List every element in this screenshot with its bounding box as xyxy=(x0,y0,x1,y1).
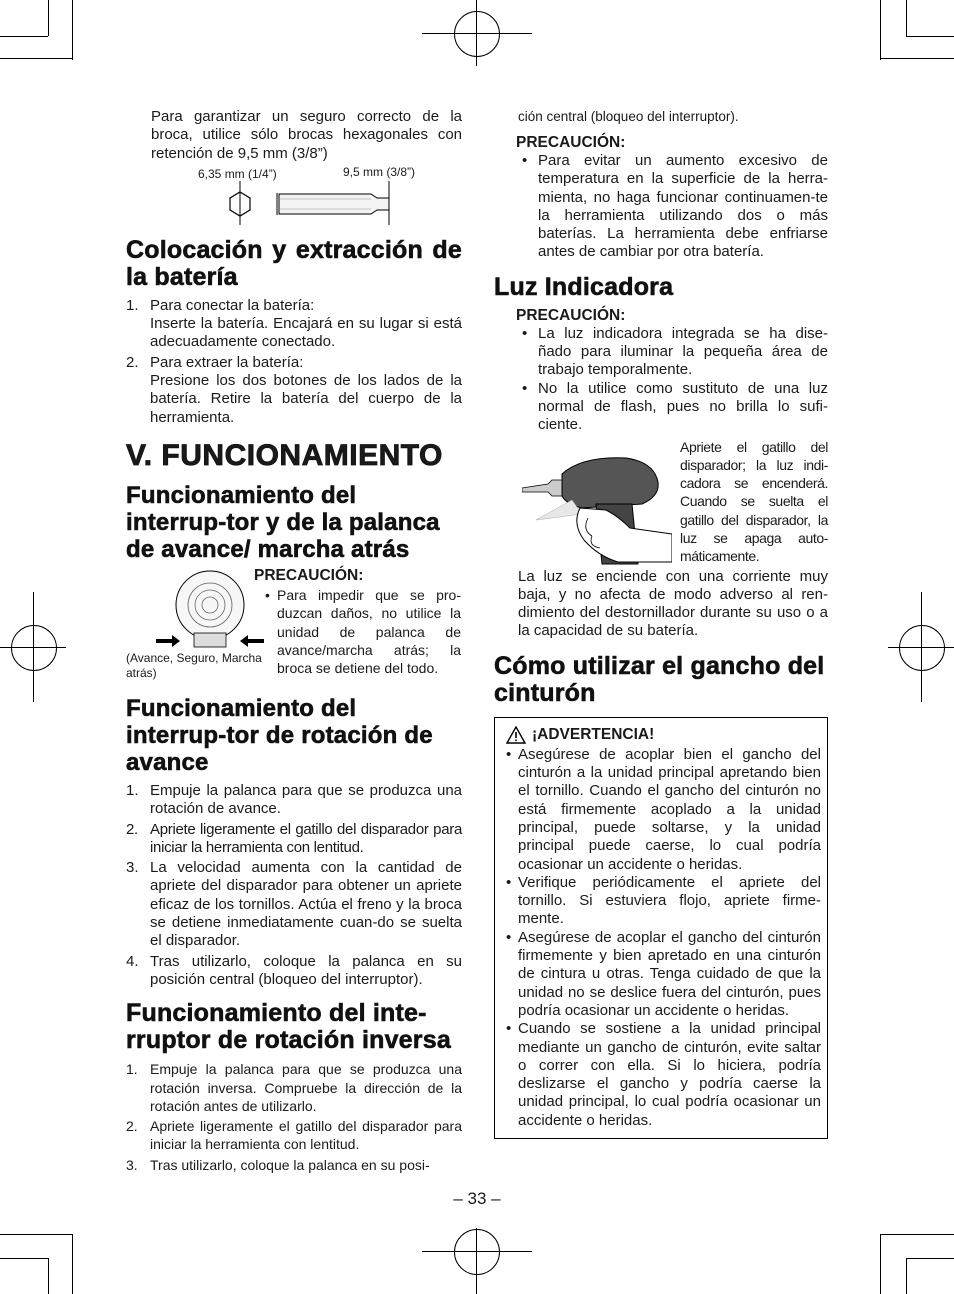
caution-title: PRECAUCIÓN: xyxy=(516,306,626,324)
list-item: • Asegúrese de acoplar el gancho del cinturón firmemente y bien apretado en una cinturón de cintura u otras. Tenga cuidado de que la unidad no se deslice fuera del cinturón, pues podría ocasionar un accidente o heridas. xyxy=(506,928,821,1019)
reverse-steps xyxy=(126,1060,462,1174)
drill-light-icon xyxy=(522,444,672,566)
light-note: La luz se enciende con una corriente muy baja, y no afecta de modo adverso al ren-dimiento del destornillador durante su uso o a la capacidad de su batería. xyxy=(518,567,828,640)
reverse-continuation: ción central (bloqueo del interruptor). xyxy=(518,109,739,124)
right-column xyxy=(494,108,828,1139)
list-item: • No la utilice como sustituto de una luz normal de flash, pues no brilla lo sufi-ciente. xyxy=(522,379,828,434)
battery-steps xyxy=(126,297,462,427)
list-item: • Cuando se sostiene a la unidad principal mediante un gancho de cinturón, evite saltar o correr con ella. Si lo hiciera, podría deslizarse el gancho y podría caerse la unidad principal, lo cual podría ocasionar un accidente o heridas. xyxy=(506,1020,821,1129)
forward-heading: Funcionamiento del interrup-tor de rotación de avance xyxy=(126,694,433,776)
list-item: 4. Tras utilizarlo, coloque la palanca en su posición central (bloqueo del interruptor). xyxy=(126,952,462,988)
list-item: • La luz indicadora integrada se ha dise-ñado para iluminar la pequeña área de trabajo temporalmente. xyxy=(522,324,828,379)
intro-text: Para garantizar un seguro correcto de la broca, utilice sólo brocas hexagonales con retención de 9,5 mm (3/8”) xyxy=(151,108,462,162)
list-item: 1. Para conectar la batería: Inserte la batería. Encajará en su lugar si está adecuadamente conectado. xyxy=(126,296,462,351)
hex-bit-icon xyxy=(221,181,411,227)
list-item: 2. Apriete ligeramente el gatillo del disparador para iniciar la herramienta con lentitud. xyxy=(126,1118,462,1153)
battery-heading: Colocación y extracción de la batería xyxy=(126,235,462,291)
forward-steps xyxy=(126,782,462,989)
belt-hook-heading: Cómo utilizar el gancho del cinturón xyxy=(494,651,825,707)
light-figure-text: Apriete el gatillo del disparador; la luz indi-cadora se encenderá. Cuando se suelta el gatillo del disparador, la luz se apaga auto-máticamente. xyxy=(680,438,828,565)
lever-caption: (Avance, Seguro, Marcha atrás) xyxy=(126,650,262,680)
bit-label-small: 6,35 mm (1/4”) xyxy=(198,166,277,181)
list-item: 3. La velocidad aumenta con la cantidad de apriete del disparador para obtener un apriete eficaz de los tornillos. Actúa el freno y la broca se detiene inmediatamente cuan-do se suelta el disparador. xyxy=(126,859,462,950)
list-item: • Verifique periódicamente el apriete del tornillo. Si estuviera flojo, apriete firme-mente. xyxy=(506,873,821,928)
caution-top xyxy=(494,134,828,262)
list-item: • Asegúrese de acoplar bien el gancho del cinturón a la unidad principal apretando bien el tornillo. Cuando el gancho del cinturón no está firmemente acoplado a la unidad principal, puede soltarse, y la unidad principal puede caerse, lo cual podría ocasionar un accidente o heridas. xyxy=(506,745,821,873)
bit-figure xyxy=(126,163,462,229)
list-item: 1. Empuje la palanca para que se produzca una rotación de avance. xyxy=(126,781,462,818)
warning-header xyxy=(506,726,821,744)
page-number: – 33 – xyxy=(453,1189,501,1208)
lever-dial-icon xyxy=(150,569,270,651)
warning-title: ¡ADVERTENCIA! xyxy=(532,725,655,743)
list-item: 1. Empuje la palanca para que se produzca una rotación inversa. Compruebe la dirección de la rotación antes de utilizarlo. xyxy=(126,1061,462,1114)
lever-block xyxy=(126,566,462,687)
list-item: • Para impedir que se pro-duzcan daños, no utilice la unidad de palanca de avance/marcha atrás; la broca se detiene del todo. xyxy=(265,586,461,677)
caution-title: PRECAUCIÓN: xyxy=(254,566,364,584)
caution-title: PRECAUCIÓN: xyxy=(516,134,626,151)
left-column xyxy=(126,108,462,1176)
list-item: 3. Tras utilizarlo, coloque la palanca en su posi- xyxy=(126,1156,430,1173)
list-item: 2. Apriete ligeramente el gatillo del disparador para iniciar la herramienta con lentitud. xyxy=(126,820,462,856)
lever-caution xyxy=(254,567,461,677)
warning-icon xyxy=(506,726,526,744)
bit-label-large: 9,5 mm (3/8”) xyxy=(343,164,416,179)
list-item: • Para evitar un aumento excesivo de temperatura en la superficie de la herra-mienta, no haga funcionar continuamen-te la herramienta utilizando dos o más baterías. La herramienta debe enfriarse antes de cambiar por otra batería. xyxy=(522,152,828,261)
light-caution xyxy=(494,307,828,435)
light-heading: Luz Indicadora xyxy=(494,272,674,301)
warning-box xyxy=(494,717,828,1139)
light-figure-block xyxy=(494,440,828,568)
section-title: V. FUNCIONAMIENTO xyxy=(126,438,443,472)
switch-lever-heading: Funcionamiento del interrup-tor y de la palanca de avance/ marcha atrás xyxy=(126,481,440,563)
reverse-heading: Funcionamiento del inte-rruptor de rotación inversa xyxy=(126,999,451,1055)
list-item: 2. Para extraer la batería: Presione los dos botones de los lados de la batería. Retire la batería del cuerpo de la herramienta. xyxy=(126,353,462,426)
